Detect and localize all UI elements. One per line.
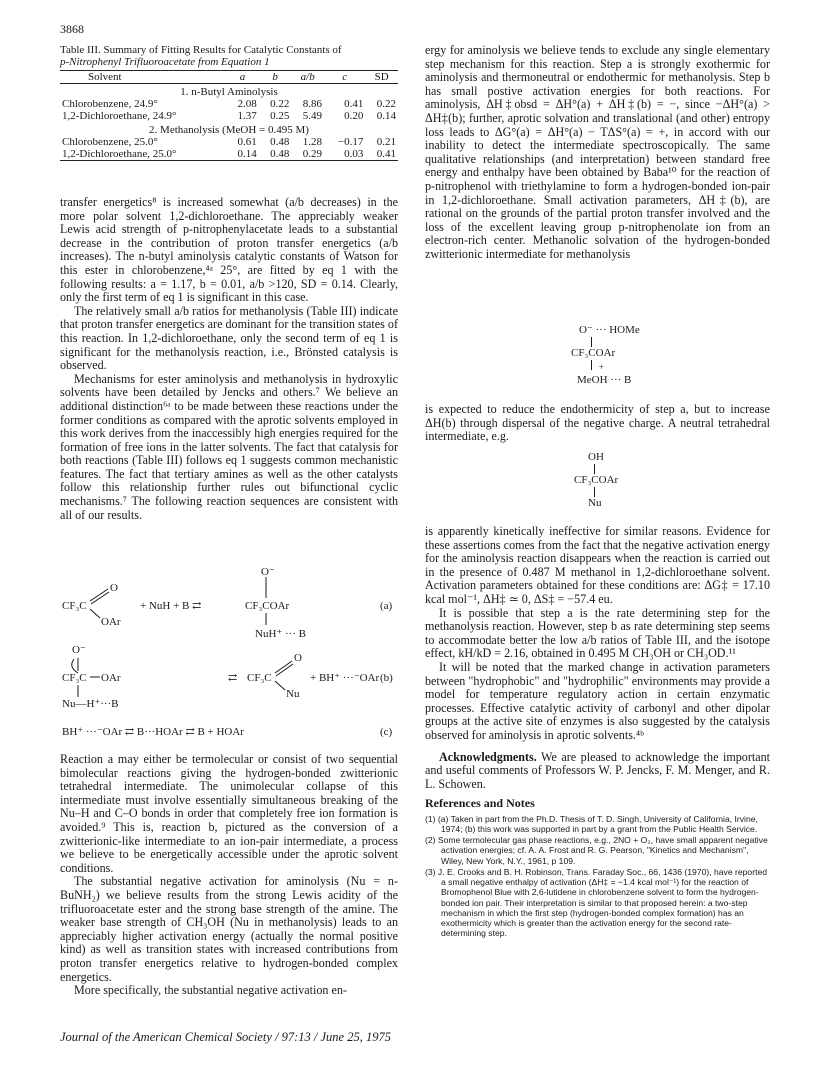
col-header: b [259, 71, 292, 84]
acknowledgments-body: We are pleased to acknowledge the important and useful comments of Professors W. P. Jencks, F. M. Menger, and R. L. Schowen. [425, 749, 770, 791]
reference-item: (2) Some termolecular gas phase reactions, e.g., 2NO + O₂, have small apparent negative activation energies; cf. A. A. Frost and R. G. Pearson, "Kinetics and Mechanism", Wiley, New York, N.Y., 1961, p 109. [425, 835, 768, 866]
svg-text:CF₃C: CF₃C [247, 672, 272, 684]
paragraph: Mechanisms for ester aminolysis and methanolysis in hydroxylic solvents have been detailed by Jencks and others.⁷ We believe an additional distinction⁶ᵃ to be made between these reactions under the former conditions as compared with the aprotic solvents employed in this work derives from the inaccessibly high energies required for the formation of free ions in the latter solvents. The fact that catalysis for both reactions (Table III) follows eq 1 suggests common mechanistic features. The fact that tertiary amines as well as the other catalysts follow this relationship further rules out bifunctional cyclic mechanisms.⁷ The following reaction sequences are consistent with all of our results. [60, 371, 398, 522]
eq-label-a: (a) [380, 600, 393, 612]
svg-text:CF₃C: CF₃C [62, 672, 87, 684]
results-table [60, 71, 398, 160]
section-title: 1. n-Butyl Aminolysis [180, 86, 278, 98]
svg-text:OAr: OAr [101, 672, 121, 684]
svg-text:O⁻: O⁻ [261, 566, 275, 578]
col-header: SD [365, 71, 398, 84]
svg-text:CF₃COAr: CF₃COAr [245, 600, 290, 612]
eq-label-c: (c) [380, 726, 393, 738]
left-column-upper [60, 196, 398, 522]
structure-zwitterion: O⁻ ··· HOMe CF₃COAr + MeOH ··· B [571, 324, 640, 386]
col-header: c [324, 71, 365, 84]
svg-text:OAr: OAr [101, 616, 121, 628]
svg-text:O: O [294, 652, 302, 664]
paragraph: transfer energetics⁸ is increased somewhat (a/b decreases) in the more polar solvent 1,2-dichloroethane. The appreciably weaker Lewis acid strength of p-nitrophenylacetate leads to a substantial decrease in the contribution of proton transfer energetics (a/b increases). The n-butyl aminolysis catalytic constants of Watson for this ester in chlorobenzene,⁴ᵃ 25°, are fitted by eq 1 with the following results: a = 1.17, b = 0.01, a/b >120, SD = 0.14. Clearly, only the first term of eq 1 is significant in this case. [60, 195, 398, 305]
table-row: Chlorobenzene, 24.9° 2.08 0.22 8.86 0.41 0.22 [62, 98, 396, 110]
table-caption: Table III. Summary of Fitting Results for Catalytic Constants of p-Nitrophenyl Trifluoroacetate from Equation 1 [60, 44, 342, 68]
col-header: a [226, 71, 259, 84]
reference-item: (1) (a) Taken in part from the Ph.D. Thesis of T. D. Singh, University of California, Irvine, 1974; (b) this work was supported in part by a grant from the Public Health Service. [425, 813, 758, 835]
svg-text:NuH⁺ ··· B: NuH⁺ ··· B [255, 628, 307, 640]
eq-label-b: (b) [380, 672, 393, 684]
paragraph: is apparently kinetically ineffective for similar reasons. Evidence for these assertions comes from the fact that the negative activation energy for the aminolysis reaction disappears when the reaction is carried out in the presence of 0.487 M methanol in 1,2-dichloroethane solvent. Activation parameters obtained for these conditions are: ΔG‡ = 17.10 kcal mol⁻¹, ΔH‡ ≃ 0, ΔS‡ = −57.4 eu. [425, 524, 770, 606]
journal-footer: Journal of the American Chemical Society / 97:13 / June 25, 1975 [60, 1030, 391, 1044]
paragraph: It is possible that step a is the rate determining step for the methanolysis reaction. However, step b as rate determining step seems to accommodate better the low a/b ratios of Table III, and the isotope effect, kH/kD = 2.16, obtained in 0.495 M CH₃OH or CH₃OD.¹¹ [425, 605, 770, 661]
paragraph: The substantial negative activation for aminolysis (Nu = n-BuNH₂) we believe results from the strong Lewis acidity of the trifluoroacetate ester and the strong base strength of the amine. The weaker base strength of CH₃OH (Nu in methanolysis) leads to an appreciably higher activation energy (actually the normal positive kind) as well as transition states with increased contributions from proton transfer energetics relative to hydrogen-bonded complex energetics. [60, 874, 398, 984]
svg-text:O⁻: O⁻ [72, 644, 86, 656]
table-row: Chlorobenzene, 25.0° 0.61 0.48 1.28 −0.17 0.21 [62, 136, 396, 148]
svg-text:⇄: ⇄ [228, 672, 238, 684]
references-list [425, 814, 770, 938]
table-row: 1,2-Dichloroethane, 25.0° 0.14 0.48 0.29 0.03 0.41 [62, 148, 396, 160]
svg-text:Nu: Nu [286, 688, 300, 700]
paragraph: ergy for aminolysis we believe tends to exclude any single elementary step mechanism for this reaction. Step a is strongly exothermic for aminolysis and thermoneutral or endothermic for methanolysis. Step b has small postive activation energies for both reactions. For aminolysis, ΔH‡obsd = ΔH°(a) + ΔH‡(b) = −, since −ΔH°(a) > ΔH‡(b); further, aprotic solvation and translational (and other) entropy loss leads to ΔG°(a) = ΔH°(a) − TΔS°(a) = +, in accord with our inability to detect the intermediate spectroscopically. The same qualitative relationships (and interpretation) between standard free energy and enthalpy have been obtained by Baba¹⁰ for the reaction of p-nitrophenol with triethylamine to form a hydrogen-bonded ion-pair in 1,2-dichloroethane. Small activation parameters, ΔH‡(b), are rational on the grounds of the partial proton transfer involved and the loss of the excellent leaving group p-nitrophenolate ion from an electron-rich center. Methanolic solvation of the hydrogen-bonded zwitterionic intermediate for methanolysis [425, 43, 770, 261]
paragraph: Reaction a may either be termolecular or consist of two sequential bimolecular reactions giving the hydrogen-bonded zwitterionic tetrahedral intermediate. The unimolecular collapse of this intermediate must involve essentially simultaneous breaking of the Nu–H and C–O bonds in order that completely free ion formation is avoided.⁹ This is, reaction b, pictured as the conversion of a zwitterionic-like intermediate to an ion-pair intermediate, a process we believe to be energetically accessible under the aprotic solvent conditions. [60, 752, 398, 875]
right-column-lower [425, 525, 770, 939]
left-column-lower [60, 753, 398, 998]
structure-neutral-intermediate: OH CF₃COAr Nu [574, 451, 619, 509]
svg-text:Nu—H⁺···B: Nu—H⁺···B [62, 698, 119, 710]
table-iii [60, 44, 398, 161]
references-heading: References and Notes [425, 796, 535, 811]
right-column-upper [425, 44, 770, 262]
paragraph: More specifically, the substantial negative activation en- [74, 983, 347, 998]
reaction-scheme [60, 563, 400, 743]
eq-c-text: BH⁺ ···⁻OAr ⇄ B···HOAr ⇄ B + HOAr [62, 726, 244, 738]
col-header: a/b [291, 71, 324, 84]
right-column-middle [425, 403, 770, 444]
svg-text:+ NuH + B ⇄: + NuH + B ⇄ [140, 600, 202, 612]
table-row: 1,2-Dichloroethane, 24.9° 1.37 0.25 5.49 0.20 0.14 [62, 110, 396, 122]
section-title: 2. Methanolysis (MeOH = 0.495 M) [149, 124, 309, 136]
svg-text:O: O [110, 582, 118, 594]
svg-text:+ BH⁺ ···⁻OAr: + BH⁺ ···⁻OAr [310, 672, 380, 684]
paragraph: It will be noted that the marked change in activation parameters between "hydrophobic" and "hydrophilic" environments may provide a model for temperature regulatory action in certain enzymatic processes. Effective catalytic activity of carbonyl and other dipolar groups at the active site of enzymes is also suggested by the catalysis observed for aminolysis in aprotic solvents.⁴ᵇ [425, 659, 770, 742]
table-header-row [60, 71, 398, 84]
paragraph: is expected to reduce the endothermicity of step a, but to increase ΔH(b) through dispersal of the negative charge. A neutral tetrahedral intermediate, e.g. [425, 402, 770, 444]
reference-item: (3) J. E. Crooks and B. H. Robinson, Trans. Faraday Soc., 66, 1436 (1970), have reported a small negative enthalpy of activation (ΔH‡ = −1.4 kcal mol⁻¹) for the reaction of Bromophenol Blue with 2,6-lutidene in chlorobenzene solvent to form the hydrogen-bonded ion pair. Their interpretation is similar to that proposed herein: a two-step mechanism in which the first step (hydrogen-bonded complex formation) has an exothermicity which is greater than the activation energy for the second rate-determining step. [425, 866, 768, 939]
col-header: Solvent [60, 71, 226, 84]
page-number: 3868 [60, 22, 84, 36]
acknowledgments-heading: Acknowledgments. [439, 749, 537, 764]
acknowledgments [425, 751, 770, 792]
svg-text:CF₃C: CF₃C [62, 600, 87, 612]
paragraph: The relatively small a/b ratios for methanolysis (Table III) indicate that proton transfer energetics are dominant for the transition states of this reaction. In 1,2-dichloroethane, only the second term of eq 1 is significant for the methanolysis reaction, i.e., Brönsted catalysis is observed. [60, 303, 398, 373]
